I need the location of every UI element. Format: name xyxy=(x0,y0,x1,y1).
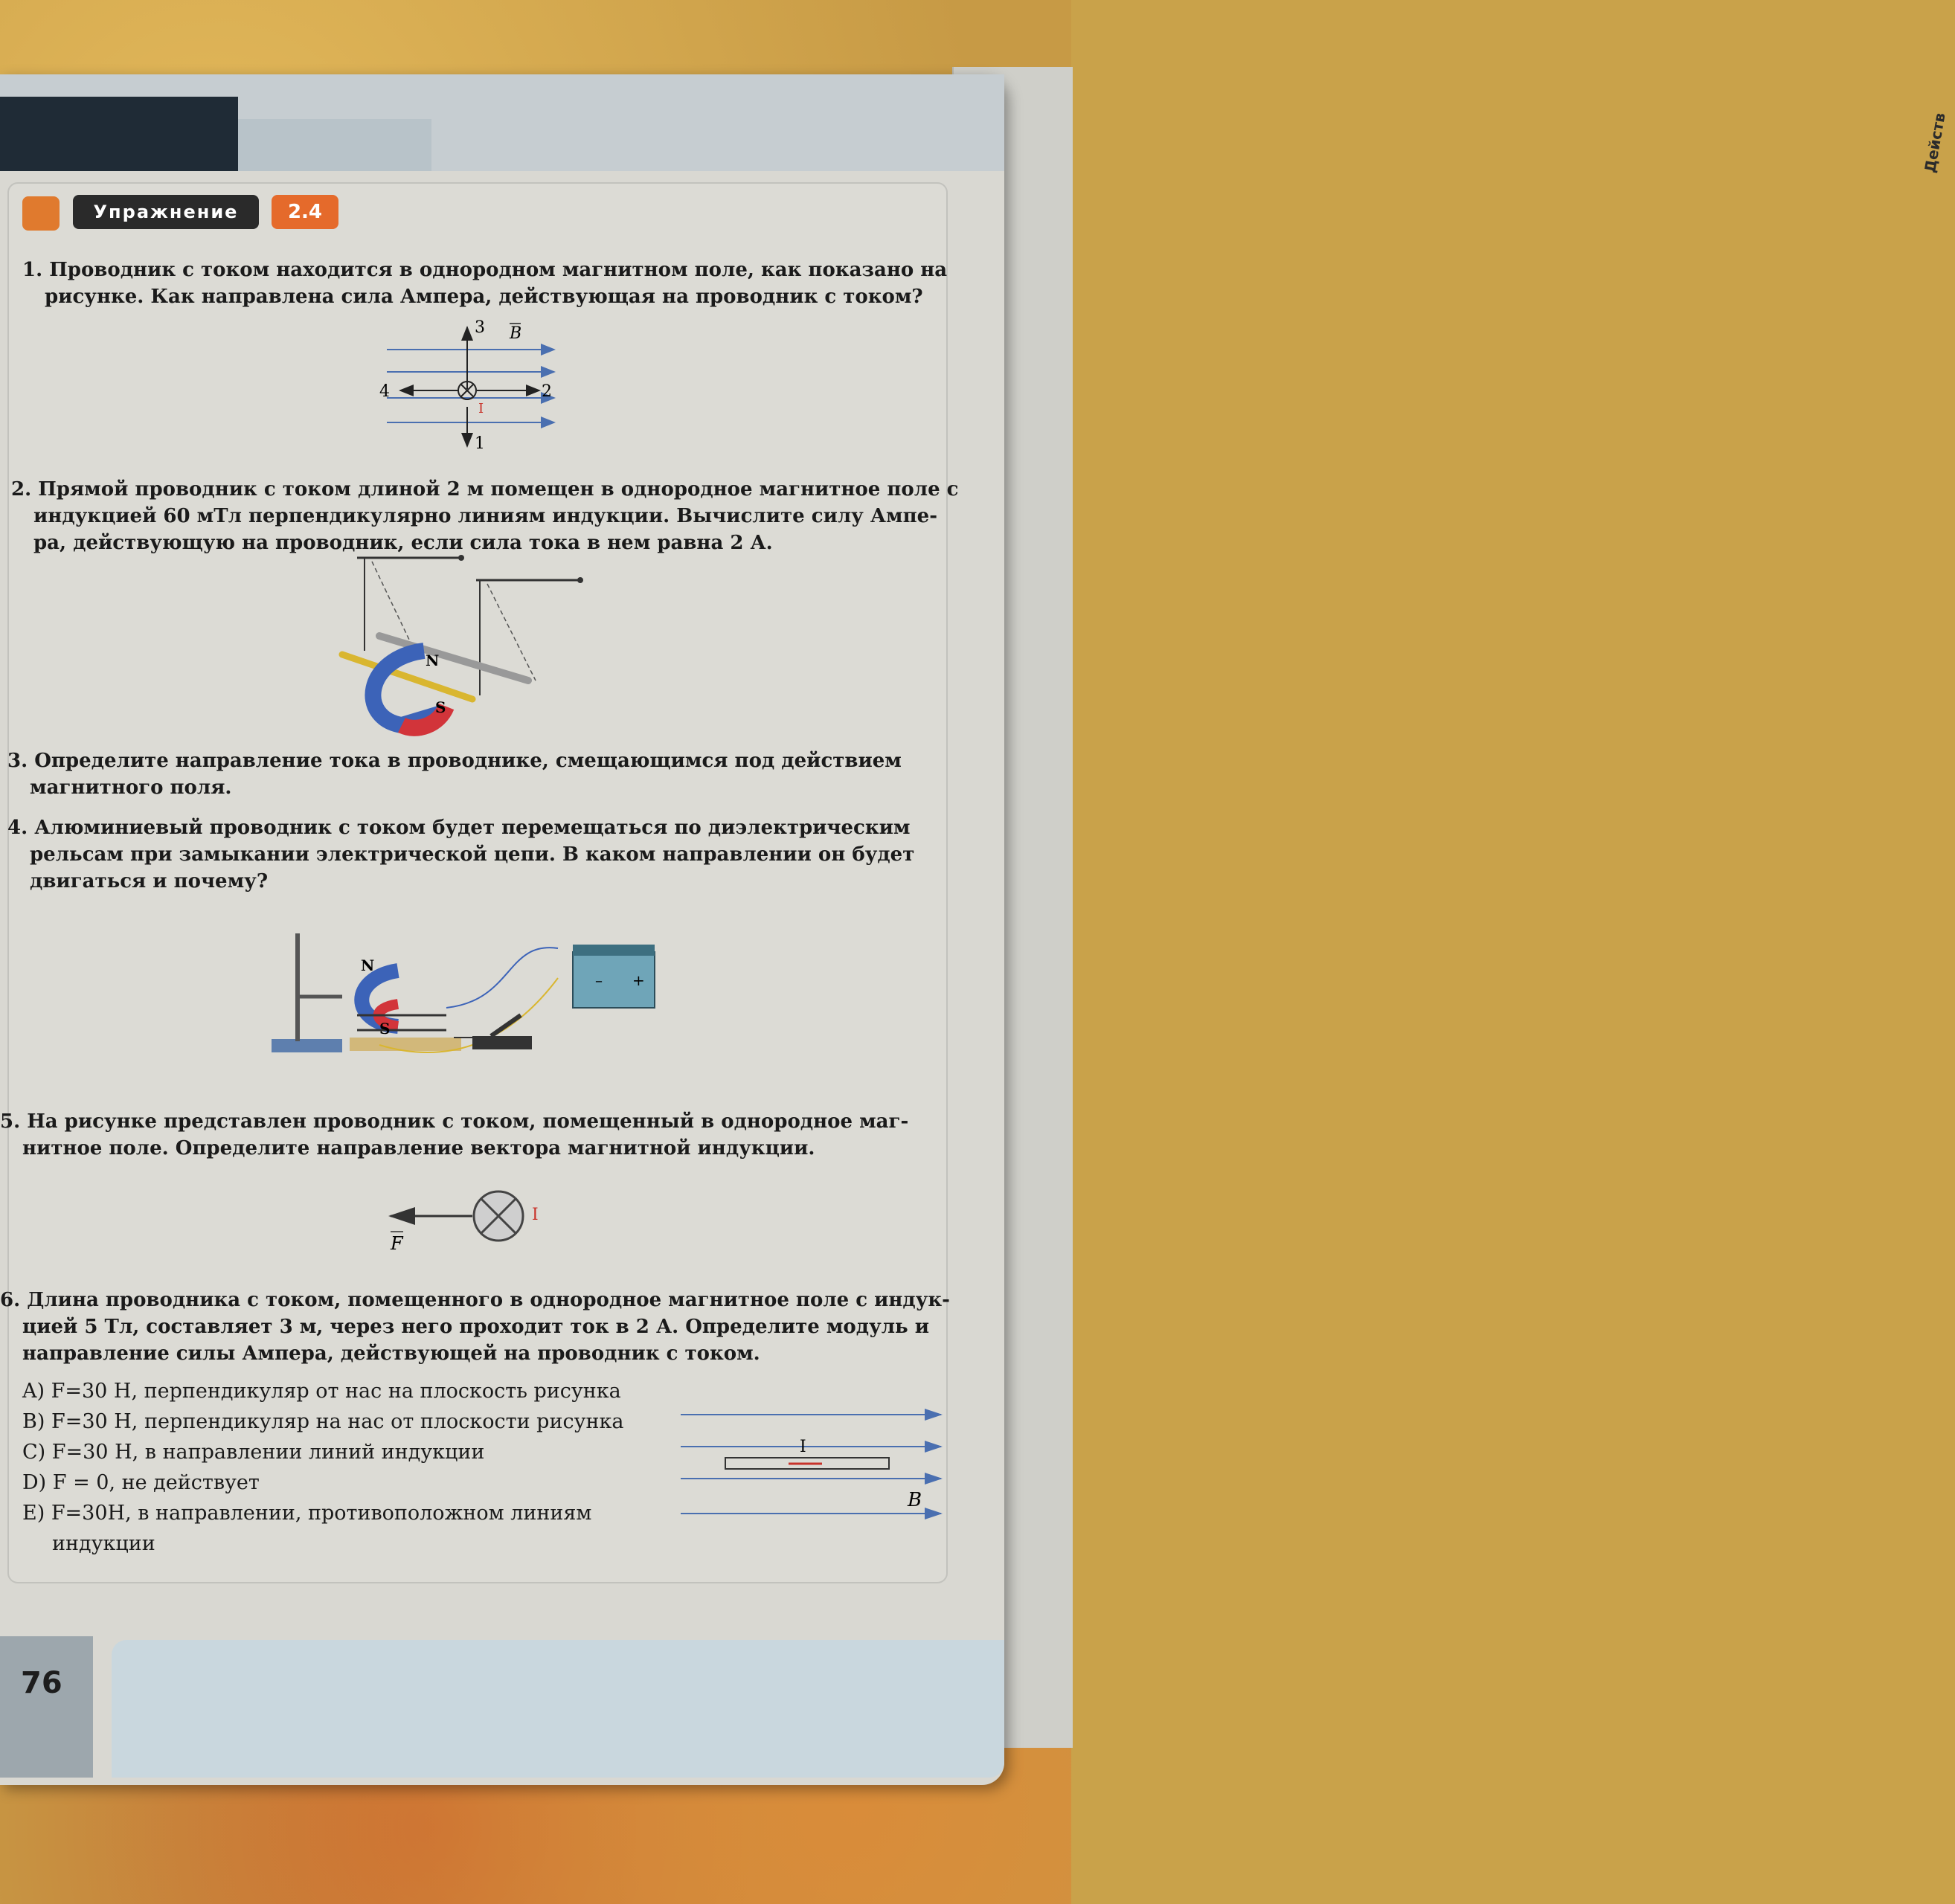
question-text: рисунке. Как направлена сила Ампера, действующая на проводник с током? xyxy=(45,286,923,308)
question-text: На рисунке представлен проводник с током, помещенный в однородное маг- xyxy=(27,1110,909,1133)
question-4 xyxy=(7,814,914,895)
label-south: S xyxy=(379,1020,391,1038)
answer-option-c: C) F=30 Н, в направлении линий индукции xyxy=(22,1441,485,1464)
question-number: 2. xyxy=(11,478,32,501)
label-current: I xyxy=(532,1206,539,1224)
label-b: B xyxy=(908,1489,922,1511)
label-north: N xyxy=(426,652,440,669)
question-number: 1. xyxy=(22,259,43,281)
answer-option-e: E) F=30Н, в направлении, противоположном линиям xyxy=(22,1502,592,1525)
exercise-title: Упражнение xyxy=(73,195,259,229)
label-2: 2 xyxy=(542,382,552,401)
question-text: Алюминиевый проводник с током будет перемещаться по диэлектрическим xyxy=(34,817,911,839)
exercise-number: 2.4 xyxy=(272,195,338,229)
question-number: 4. xyxy=(7,817,28,839)
label-plus: + xyxy=(632,971,645,989)
label-4: 4 xyxy=(379,382,390,401)
question-2 xyxy=(11,476,959,556)
figure-1-field-diagram xyxy=(379,316,573,457)
figure-6-field-conductor xyxy=(677,1398,952,1517)
label-b: B xyxy=(510,324,522,343)
question-text: направление силы Ампера, действующей на проводник с током. xyxy=(22,1342,760,1365)
question-text: рельсам при замыкании электрической цепи. В каком направлении он будет xyxy=(30,843,915,866)
label-1: 1 xyxy=(475,434,485,453)
page-number: 76 xyxy=(21,1666,62,1700)
question-text: Длина проводника с током, помещенного в однородное магнитное поле с индук- xyxy=(27,1289,950,1311)
question-text: двигаться и почему? xyxy=(30,870,269,892)
question-number: 5. xyxy=(0,1110,21,1133)
figure-5-force-diagram xyxy=(379,1183,565,1257)
label-force: F xyxy=(391,1233,403,1254)
side-page-heading: Действ xyxy=(1921,111,1949,175)
question-6 xyxy=(0,1287,950,1367)
answer-option-b: B) F=30 Н, перпендикуляр на нас от плоскости рисунка xyxy=(22,1410,624,1433)
label-current: I xyxy=(478,401,484,416)
header-dark-block xyxy=(0,97,238,171)
answer-options xyxy=(22,1376,623,1559)
label-minus: – xyxy=(595,971,603,989)
answer-option-e-cont: индукции xyxy=(52,1532,155,1555)
question-text: индукцией 60 мТл перпендикулярно линиям индукции. Вычислите силу Ампе- xyxy=(33,505,938,527)
footer-band xyxy=(112,1640,1004,1778)
question-5 xyxy=(0,1108,908,1162)
question-text: нитное поле. Определите направление вектора магнитной индукции. xyxy=(22,1137,815,1160)
answer-option-d: D) F = 0, не действует xyxy=(22,1471,260,1494)
answer-option-a: A) F=30 Н, перпендикуляр от нас на плоскость рисунка xyxy=(22,1380,621,1403)
question-number: 3. xyxy=(7,750,28,772)
question-1 xyxy=(22,257,947,310)
page-header-band xyxy=(0,74,1004,171)
label-current: I xyxy=(800,1438,806,1456)
question-text: ра, действующую на проводник, если сила тока в нем равна 2 А. xyxy=(33,532,773,554)
question-text: магнитного поля. xyxy=(30,776,232,799)
question-text: Проводник с током находится в однородном магнитном поле, как показано на xyxy=(49,259,948,281)
header-light-block xyxy=(238,119,431,171)
question-text: Определите направление тока в проводнике, смещающимся под действием xyxy=(34,750,902,772)
question-3 xyxy=(7,747,902,801)
question-text: Прямой проводник с током длиной 2 м помещен в однородное магнитное поле с xyxy=(38,478,959,501)
question-number: 6. xyxy=(0,1289,21,1311)
figure-2-magnet-conductor xyxy=(335,547,603,744)
question-text: цией 5 Тл, составляет 3 м, через него проходит ток в 2 А. Определите модуль и xyxy=(22,1316,930,1338)
label-3: 3 xyxy=(475,318,485,337)
exercise-marker-icon xyxy=(22,196,60,231)
figure-4-rail-circuit xyxy=(268,926,670,1071)
label-south: S xyxy=(435,698,446,716)
label-north: N xyxy=(361,956,375,974)
page-number-box xyxy=(0,1636,93,1778)
